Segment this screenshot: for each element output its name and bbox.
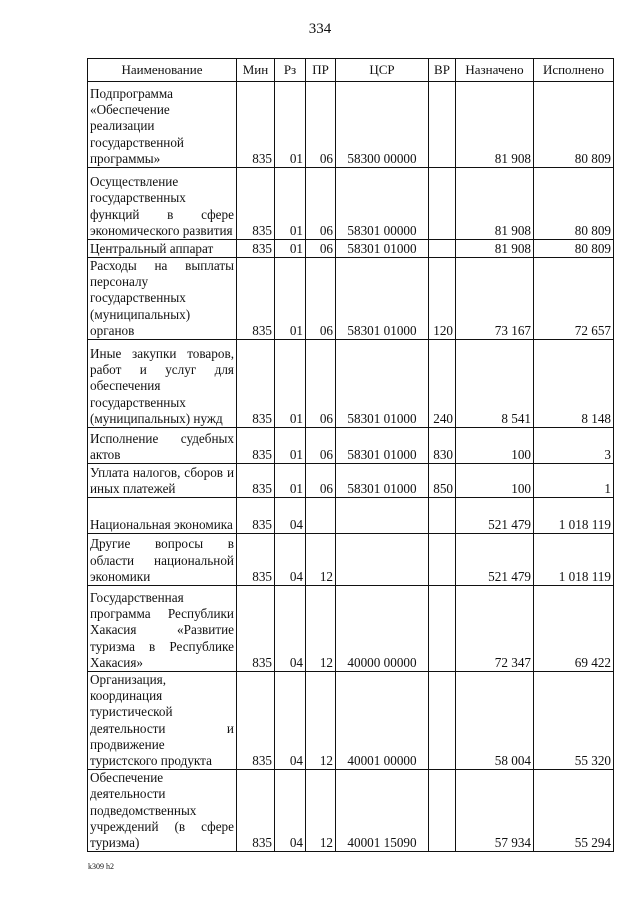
cell-executed: 3 [534, 428, 614, 464]
cell-csr [336, 534, 429, 586]
cell-min: 835 [237, 340, 275, 428]
cell-min: 835 [237, 240, 275, 258]
cell-name: Иные закупки товаров, работ и услуг для обеспечения государственных (муниципальных) нужд [88, 340, 237, 428]
table-row [88, 340, 614, 428]
table-row [88, 770, 614, 852]
cell-name: Расходы на выплаты персоналу государственных (муниципальных) органов [88, 258, 237, 340]
cell-vr [429, 534, 456, 586]
cell-csr: 40001 00000 [336, 672, 429, 770]
table-row [88, 82, 614, 168]
cell-rz: 01 [275, 464, 306, 498]
cell-vr [429, 168, 456, 240]
cell-min: 835 [237, 428, 275, 464]
cell-executed: 1 018 119 [534, 534, 614, 586]
header-csr: ЦСР [336, 59, 429, 82]
cell-rz: 04 [275, 498, 306, 534]
cell-name: Центральный аппарат [88, 240, 237, 258]
cell-assigned: 57 934 [456, 770, 534, 852]
cell-rz: 04 [275, 586, 306, 672]
cell-assigned: 81 908 [456, 240, 534, 258]
cell-vr: 240 [429, 340, 456, 428]
cell-csr: 58301 01000 [336, 340, 429, 428]
cell-min: 835 [237, 82, 275, 168]
cell-name: Уплата налогов, сборов и иных платежей [88, 464, 237, 498]
header-assigned: Назначено [456, 59, 534, 82]
cell-min: 835 [237, 258, 275, 340]
cell-rz: 01 [275, 428, 306, 464]
cell-csr: 40000 00000 [336, 586, 429, 672]
cell-name: Другие вопросы в области национальной экономики [88, 534, 237, 586]
cell-executed: 72 657 [534, 258, 614, 340]
cell-rz: 01 [275, 240, 306, 258]
cell-vr [429, 586, 456, 672]
cell-vr: 850 [429, 464, 456, 498]
cell-pr: 06 [306, 168, 336, 240]
cell-csr: 58301 01000 [336, 240, 429, 258]
cell-csr: 58301 01000 [336, 258, 429, 340]
budget-table [87, 58, 614, 852]
cell-assigned: 58 004 [456, 672, 534, 770]
table-row [88, 464, 614, 498]
cell-min: 835 [237, 464, 275, 498]
footer-code: k309 h2 [88, 862, 114, 871]
cell-vr [429, 240, 456, 258]
table-header-row [88, 59, 614, 82]
table-row [88, 534, 614, 586]
cell-assigned: 521 479 [456, 498, 534, 534]
cell-min: 835 [237, 672, 275, 770]
cell-name: Национальная экономика [88, 498, 237, 534]
cell-pr: 12 [306, 534, 336, 586]
cell-assigned: 81 908 [456, 82, 534, 168]
cell-executed: 8 148 [534, 340, 614, 428]
cell-name: Осуществление государственных функций в сфере экономического развития [88, 168, 237, 240]
cell-rz: 01 [275, 258, 306, 340]
cell-pr: 06 [306, 428, 336, 464]
cell-assigned: 100 [456, 464, 534, 498]
table-row [88, 428, 614, 464]
cell-assigned: 81 908 [456, 168, 534, 240]
cell-vr [429, 82, 456, 168]
table-row [88, 498, 614, 534]
cell-executed: 80 809 [534, 240, 614, 258]
cell-assigned: 72 347 [456, 586, 534, 672]
cell-name: Подпрограмма «Обеспечение реализации государственной программы» [88, 82, 237, 168]
cell-executed: 69 422 [534, 586, 614, 672]
cell-rz: 04 [275, 672, 306, 770]
page-number: 334 [308, 21, 332, 37]
cell-min: 835 [237, 168, 275, 240]
cell-executed: 1 [534, 464, 614, 498]
header-min: Мин [237, 59, 275, 82]
cell-rz: 04 [275, 534, 306, 586]
cell-pr: 06 [306, 82, 336, 168]
cell-assigned: 521 479 [456, 534, 534, 586]
cell-executed: 55 320 [534, 672, 614, 770]
cell-executed: 55 294 [534, 770, 614, 852]
cell-executed: 80 809 [534, 168, 614, 240]
cell-min: 835 [237, 586, 275, 672]
cell-rz: 01 [275, 168, 306, 240]
table-row [88, 586, 614, 672]
header-executed: Исполнено [534, 59, 614, 82]
cell-rz: 01 [275, 82, 306, 168]
cell-name: Обеспечение деятельности подведомственных учреждений (в сфере туризма) [88, 770, 237, 852]
cell-pr: 06 [306, 240, 336, 258]
cell-name: Исполнение судебных актов [88, 428, 237, 464]
cell-assigned: 100 [456, 428, 534, 464]
cell-min: 835 [237, 534, 275, 586]
cell-executed: 1 018 119 [534, 498, 614, 534]
header-vr: ВР [429, 59, 456, 82]
table-row [88, 672, 614, 770]
cell-assigned: 8 541 [456, 340, 534, 428]
cell-vr: 830 [429, 428, 456, 464]
cell-vr [429, 498, 456, 534]
cell-vr [429, 672, 456, 770]
table-row [88, 258, 614, 340]
cell-executed: 80 809 [534, 82, 614, 168]
cell-rz: 01 [275, 340, 306, 428]
cell-pr: 12 [306, 770, 336, 852]
cell-min: 835 [237, 770, 275, 852]
cell-csr [336, 498, 429, 534]
cell-pr: 12 [306, 586, 336, 672]
cell-rz: 04 [275, 770, 306, 852]
table-row [88, 240, 614, 258]
cell-pr: 12 [306, 672, 336, 770]
cell-csr: 58300 00000 [336, 82, 429, 168]
header-pr: ПР [306, 59, 336, 82]
table-body [88, 82, 614, 852]
header-rz: Рз [275, 59, 306, 82]
cell-csr: 58301 01000 [336, 464, 429, 498]
cell-pr: 06 [306, 464, 336, 498]
cell-pr: 06 [306, 340, 336, 428]
cell-name: Государственная программа Республики Хакасия «Развитие туризма в Республике Хакасия» [88, 586, 237, 672]
header-name: Наименование [88, 59, 237, 82]
cell-pr [306, 498, 336, 534]
cell-csr: 58301 00000 [336, 168, 429, 240]
cell-vr [429, 770, 456, 852]
cell-min: 835 [237, 498, 275, 534]
cell-csr: 58301 01000 [336, 428, 429, 464]
table-row [88, 168, 614, 240]
cell-name: Организация, координация туристической деятельности и продвижение туристского продукта [88, 672, 237, 770]
cell-csr: 40001 15090 [336, 770, 429, 852]
cell-pr: 06 [306, 258, 336, 340]
cell-vr: 120 [429, 258, 456, 340]
cell-assigned: 73 167 [456, 258, 534, 340]
